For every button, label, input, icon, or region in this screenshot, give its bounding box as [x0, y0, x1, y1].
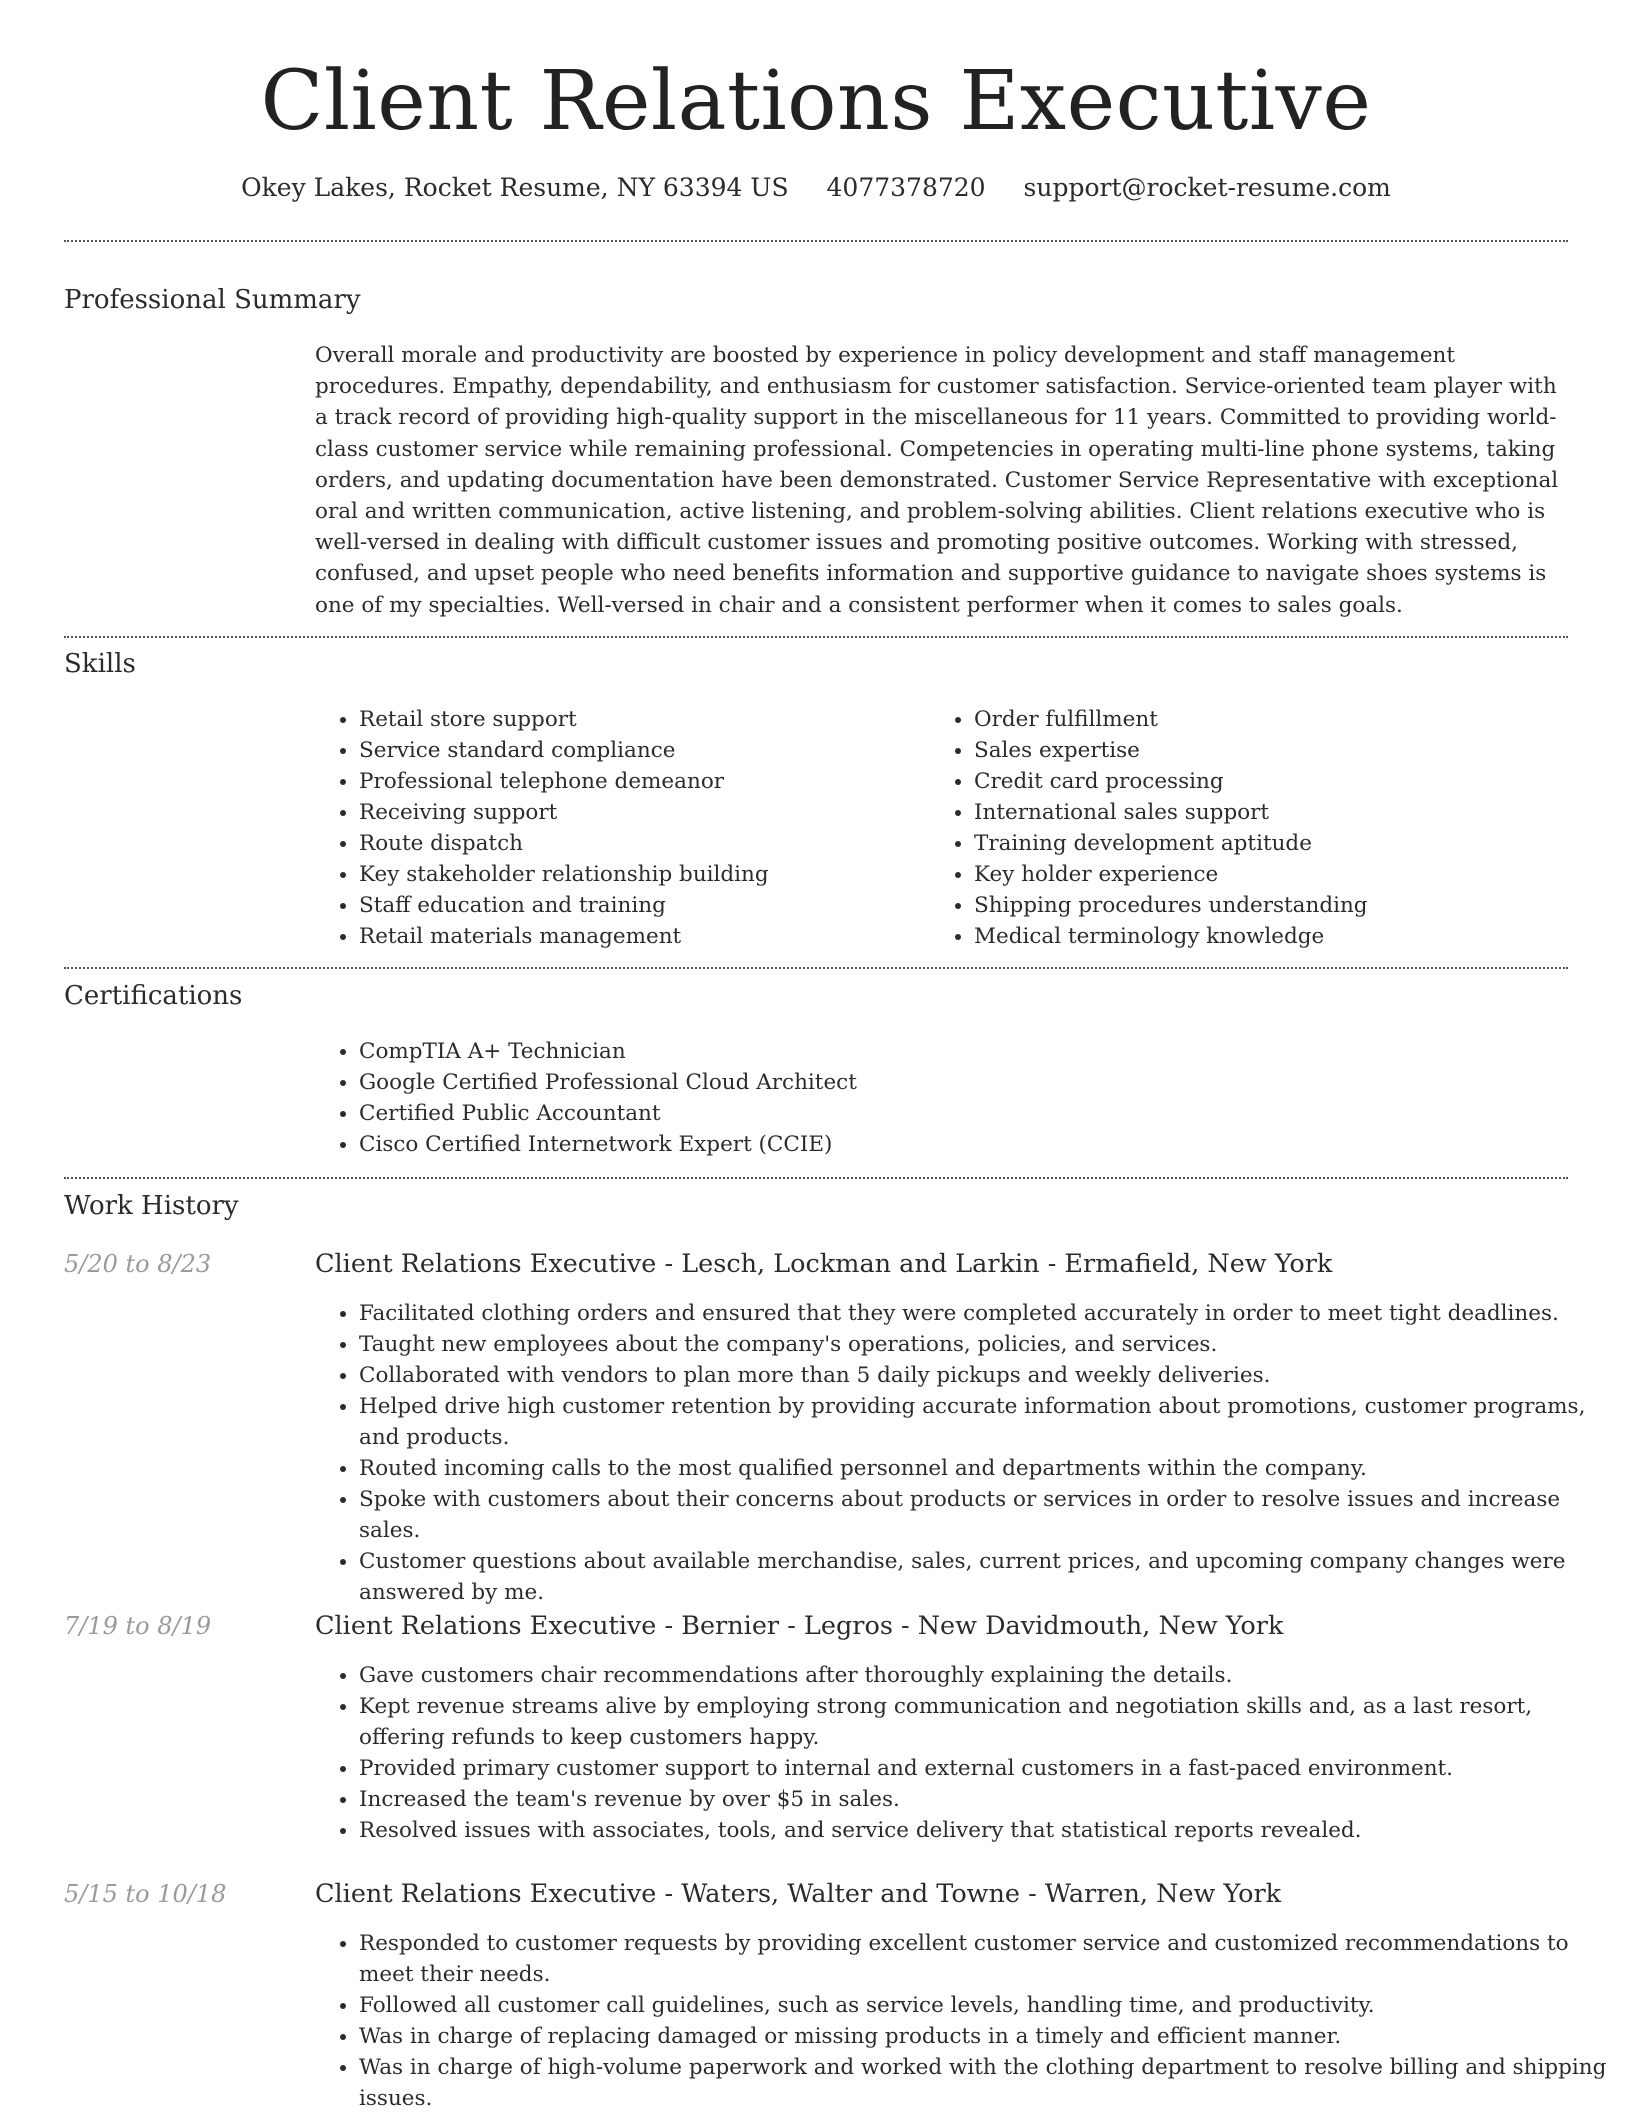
list-item: • Increased the team's revenue by over $5 in sales.: [359, 1784, 1619, 1815]
list-item: • Order fulfillment: [974, 704, 1574, 735]
list-item: • Credit card processing: [974, 766, 1574, 797]
list-item: • Facilitated clothing orders and ensured that they were completed accurately in order to meet tight deadlines.: [359, 1298, 1619, 1329]
job-title: Client Relations Executive - Waters, Walter and Towne - Warren, New York: [315, 1879, 1282, 1909]
list-item: • Route dispatch: [359, 828, 919, 859]
job-title: Client Relations Executive - Bernier - Legros - New Davidmouth, New York: [315, 1611, 1284, 1641]
list-item: • Customer questions about available merchandise, sales, current prices, and upcoming company changes were answered by me.: [359, 1546, 1619, 1608]
list-item: • Collaborated with vendors to plan more than 5 daily pickups and weekly deliveries.: [359, 1360, 1619, 1391]
list-item: • Cisco Certified Internetwork Expert (CCIE): [359, 1129, 1559, 1160]
list-item: • International sales support: [974, 797, 1574, 828]
contact-phone: 4077378720: [826, 173, 986, 202]
list-item: • Was in charge of replacing damaged or missing products in a timely and efficient manner.: [359, 2021, 1619, 2052]
list-item: • Gave customers chair recommendations after thoroughly explaining the details.: [359, 1660, 1619, 1691]
skills-list-left: [315, 704, 919, 952]
list-item: • Spoke with customers about their concerns about products or services in order to resolve issues and increase sales.: [359, 1484, 1619, 1546]
job-title: Client Relations Executive - Lesch, Lockman and Larkin - Ermafield, New York: [315, 1249, 1333, 1279]
divider: [64, 1177, 1568, 1179]
list-item: • Sales expertise: [974, 735, 1574, 766]
work-heading: Work History: [64, 1191, 239, 1221]
list-item: • Retail materials management: [359, 921, 919, 952]
job-date: 7/19 to 8/19: [64, 1612, 212, 1640]
list-item: • Was in charge of high-volume paperwork and worked with the clothing department to resolve billing and shipping issues.: [359, 2052, 1619, 2114]
skills-heading: Skills: [64, 649, 136, 679]
certifications-heading: Certifications: [64, 981, 243, 1011]
job-date: 5/20 to 8/23: [64, 1250, 212, 1278]
list-item: • Training development aptitude: [974, 828, 1574, 859]
list-item: • Certified Public Accountant: [359, 1098, 1559, 1129]
resume-name: Client Relations Executive: [260, 54, 1372, 149]
job-bullets: [315, 1660, 1619, 1846]
list-item: • Resolved issues with associates, tools, and service delivery that statistical reports revealed.: [359, 1815, 1619, 1846]
divider: [64, 967, 1568, 969]
job-bullets: [315, 1928, 1619, 2114]
list-item: • Professional telephone demeanor: [359, 766, 919, 797]
certifications-list: [315, 1036, 1559, 1160]
list-item: • Receiving support: [359, 797, 919, 828]
list-item: • Helped drive high customer retention by providing accurate information about promotions, customer programs, and products.: [359, 1391, 1619, 1453]
contact-address: Okey Lakes, Rocket Resume, NY 63394 US: [241, 173, 789, 202]
list-item: • Key stakeholder relationship building: [359, 859, 919, 890]
list-item: • Medical terminology knowledge: [974, 921, 1574, 952]
contact-line: [0, 170, 1632, 206]
list-item: • Taught new employees about the company's operations, policies, and services.: [359, 1329, 1619, 1360]
summary-text: Overall morale and productivity are boosted by experience in policy development and staff management procedures. Empathy, dependability, and enthusiasm for customer satisfaction. Service-oriented team player with a track record of providing high-quality support in the miscellaneous for 11 years. Committed to providing world-class customer service while remaining professional. Competencies in operating multi-line phone systems, taking orders, and updating documentation have been demonstrated. Customer Service Representative with exceptional oral and written communication, active listening, and problem-solving abilities. Client relations executive who is well-versed in dealing with difficult customer issues and promoting positive outcomes. Working with stressed, confused, and upset people who need benefits information and supportive guidance to navigate shoes systems is one of my specialties. Well-versed in chair and a consistent performer when it comes to sales goals.: [315, 343, 1559, 618]
summary-heading: Professional Summary: [64, 285, 361, 315]
list-item: • Provided primary customer support to internal and external customers in a fast-paced environment.: [359, 1753, 1619, 1784]
list-item: • Service standard compliance: [359, 735, 919, 766]
list-item: • Retail store support: [359, 704, 919, 735]
list-item: • Key holder experience: [974, 859, 1574, 890]
divider: [64, 240, 1568, 242]
list-item: • Responded to customer requests by providing excellent customer service and customized recommendations to meet their needs.: [359, 1928, 1619, 1990]
divider: [64, 636, 1568, 638]
skills-list-right: [930, 704, 1574, 952]
job-date: 5/15 to 10/18: [64, 1880, 227, 1908]
list-item: • Shipping procedures understanding: [974, 890, 1574, 921]
job-bullets: [315, 1298, 1619, 1608]
list-item: • CompTIA A+ Technician: [359, 1036, 1559, 1067]
contact-email: support@rocket-resume.com: [1023, 173, 1391, 202]
list-item: • Routed incoming calls to the most qualified personnel and departments within the company.: [359, 1453, 1619, 1484]
list-item: • Google Certified Professional Cloud Architect: [359, 1067, 1559, 1098]
list-item: • Staff education and training: [359, 890, 919, 921]
list-item: • Kept revenue streams alive by employing strong communication and negotiation skills and, as a last resort, offering refunds to keep customers happy.: [359, 1691, 1619, 1753]
list-item: • Followed all customer call guidelines, such as service levels, handling time, and productivity.: [359, 1990, 1619, 2021]
